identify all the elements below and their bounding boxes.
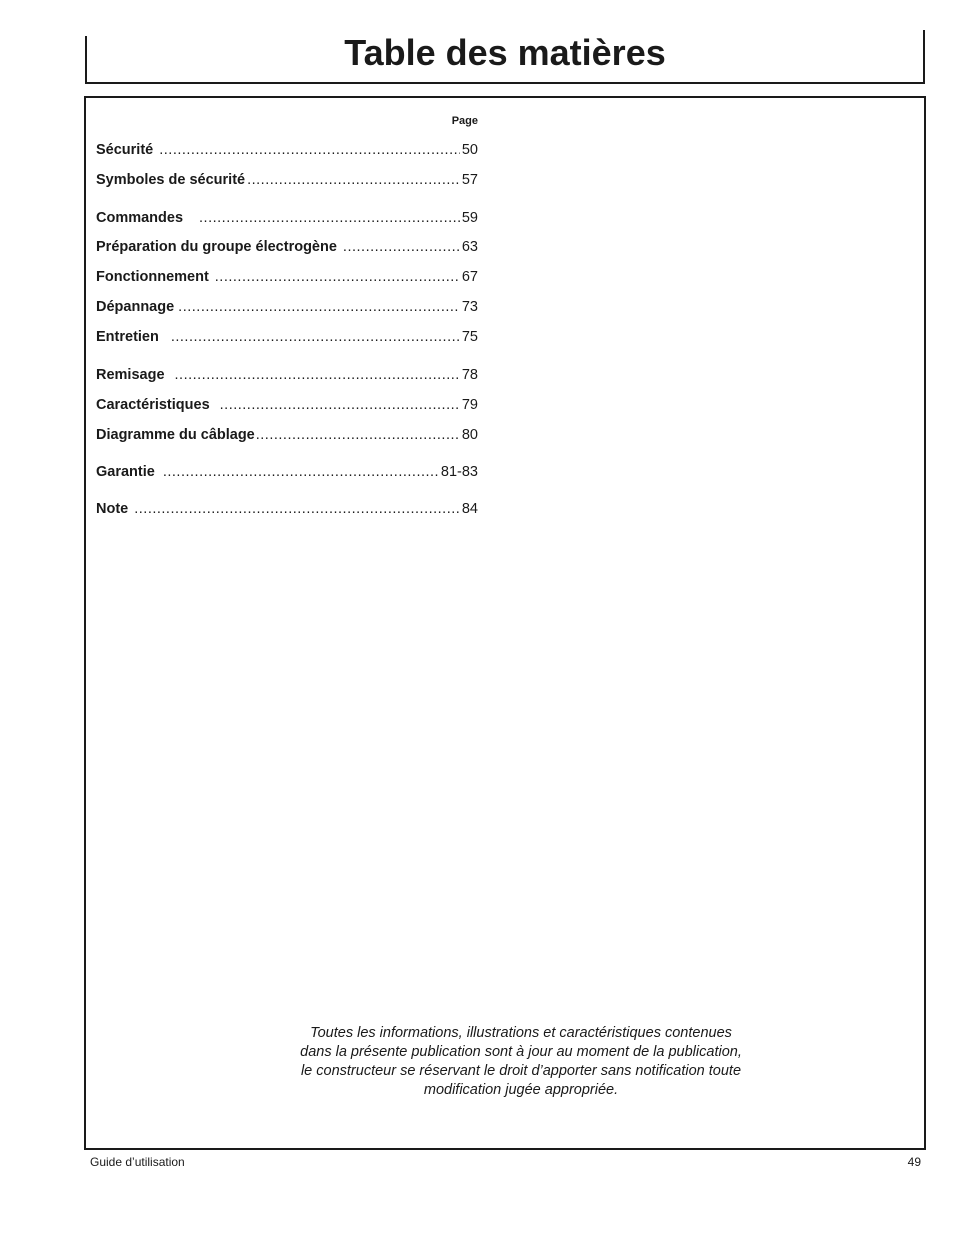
toc-entry-label: Diagramme du câblage	[96, 427, 255, 443]
disclaimer	[246, 1024, 796, 1100]
toc-entry-page: 80	[461, 427, 478, 443]
toc-leader-dots	[171, 329, 460, 345]
toc-leader-dots	[215, 269, 460, 285]
toc-entry-page: 57	[461, 172, 478, 188]
toc-entry	[96, 172, 478, 192]
toc-leader-dots	[256, 427, 460, 443]
toc-entry	[96, 269, 478, 289]
title-box	[85, 30, 925, 84]
toc-page-heading: Page	[451, 115, 478, 127]
content-box	[84, 96, 926, 1150]
toc-entry-label: Caractéristiques	[96, 397, 210, 413]
toc-entry-label: Fonctionnement	[96, 269, 209, 285]
toc-entry-page: 84	[461, 501, 478, 517]
disclaimer-line: modification jugée appropriée.	[423, 1082, 619, 1098]
toc-entry-label: Dépannage	[96, 299, 175, 315]
toc-entry	[96, 239, 478, 259]
toc-entry-page: 50	[461, 142, 478, 158]
page-title: Table des matières	[344, 32, 666, 73]
toc-entry-page: 63	[461, 239, 478, 255]
toc-entry	[96, 427, 478, 447]
toc-leader-dots	[159, 142, 460, 158]
toc-entry	[96, 367, 478, 387]
toc-entry-label: Commandes	[96, 210, 184, 226]
toc-leader-dots	[199, 210, 460, 226]
toc-entry-page: 79	[461, 397, 478, 413]
disclaimer-line: dans la présente publication sont à jour au moment de la publication,	[300, 1044, 742, 1060]
toc-entry	[96, 299, 478, 319]
toc-entry	[96, 464, 478, 484]
toc-leader-dots	[134, 501, 460, 517]
toc-entry-label: Entretien	[96, 329, 159, 345]
toc-entry-page: 78	[461, 367, 478, 383]
toc-entry-page: 81-83	[440, 464, 478, 480]
toc-entry-label: Garantie	[96, 464, 155, 480]
disclaimer-line: Toutes les informations, illustrations et caractéristiques contenues	[310, 1025, 732, 1041]
footer-manual-name: Guide d’utilisation	[90, 1155, 185, 1169]
toc-entry-label: Symboles de sécurité	[96, 172, 246, 188]
toc-leader-dots	[343, 239, 460, 255]
toc-entry	[96, 501, 478, 521]
toc-entry	[96, 397, 478, 417]
toc-entry-page: 73	[461, 299, 478, 315]
toc-leader-dots	[247, 172, 460, 188]
disclaimer-line: le constructeur se réservant le droit d’apporter sans notification toute	[300, 1063, 742, 1079]
toc-entry	[96, 142, 478, 162]
toc-leader-dots	[220, 397, 460, 413]
toc-entry-label: Note	[96, 501, 129, 517]
toc-entry	[96, 329, 478, 349]
toc-entry-page: 59	[461, 210, 478, 226]
toc-entry-label: Remisage	[96, 367, 165, 383]
toc-leader-dots	[175, 367, 460, 383]
toc-entry-label: Sécurité	[96, 142, 154, 158]
toc-entry	[96, 210, 478, 230]
toc-leader-dots	[163, 464, 439, 480]
toc-entry-label: Préparation du groupe électrogène	[96, 239, 337, 255]
footer-page-number: 49	[907, 1155, 921, 1169]
toc-entry-page: 67	[461, 269, 478, 285]
toc-leader-dots	[178, 299, 460, 315]
toc-entry-page: 75	[461, 329, 478, 345]
